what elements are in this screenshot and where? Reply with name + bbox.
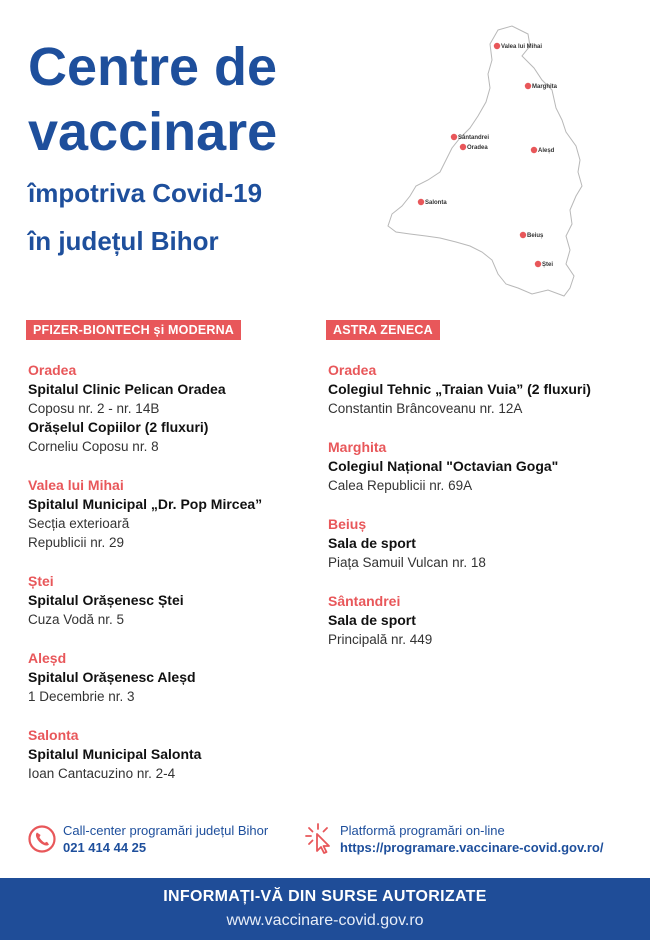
city-heading: Salonta [28, 727, 79, 743]
cursor-click-icon [304, 822, 334, 854]
county-outline [388, 26, 582, 296]
map-marker-salonta [418, 199, 448, 206]
svg-text:Salonta: Salonta [425, 200, 447, 206]
svg-text:Sântandrei: Sântandrei [458, 135, 490, 141]
svg-text:Marghita: Marghita [532, 84, 558, 90]
svg-text:Valea lui Mihai: Valea lui Mihai [501, 44, 543, 50]
center-name: Sala de sport [328, 612, 416, 628]
astra-zeneca-badge: ASTRA ZENECA [326, 320, 440, 340]
vaccination-center-group [28, 361, 318, 456]
pfizer-moderna-column [28, 320, 318, 783]
city-heading: Aleșd [28, 650, 67, 666]
bihor-county-map [380, 20, 630, 305]
footer-website-link[interactable]: www.vaccinare-covid.gov.ro [226, 912, 424, 929]
center-name: Spitalul Orășenesc Aleșd [28, 669, 196, 685]
online-platform-label: Platformă programări on-line [340, 823, 505, 838]
svg-text:Aleșd: Aleșd [538, 148, 555, 154]
map-marker-alesd [531, 147, 555, 154]
center-address: Piața Samuil Vulcan nr. 18 [328, 555, 486, 570]
svg-text:Beiuș: Beiuș [527, 233, 544, 239]
vaccination-center-group [28, 726, 318, 783]
map-marker-oradea [460, 144, 489, 151]
center-address: 1 Decembrie nr. 3 [28, 689, 135, 704]
map-marker-stei [535, 261, 554, 268]
vaccination-center-group [28, 572, 318, 629]
city-heading: Ștei [28, 573, 54, 589]
svg-text:Oradea: Oradea [467, 145, 488, 151]
vaccination-center-group [328, 515, 618, 572]
vaccination-center-group [328, 361, 618, 418]
center-name: Colegiul Național "Octavian Goga" [328, 458, 559, 474]
subtitle-line-2: în județul Bihor [28, 226, 219, 256]
map-marker-beius [520, 232, 544, 239]
city-heading: Oradea [28, 362, 77, 378]
city-heading: Sântandrei [328, 593, 401, 609]
vaccination-center-group [328, 592, 618, 649]
center-name: Sala de sport [328, 535, 416, 551]
pfizer-moderna-badge: PFIZER-BIONTECH și MODERNA [26, 320, 241, 340]
online-platform-link[interactable]: https://programare.vaccinare-covid.gov.ro/ [340, 840, 604, 855]
center-address: Constantin Brâncoveanu nr. 12A [328, 401, 523, 416]
online-platform-contact [304, 822, 603, 856]
center-name: Spitalul Clinic Pelican Oradea [28, 381, 226, 397]
call-center-label: Call-center programări județul Bihor [63, 823, 269, 838]
center-name: Colegiul Tehnic „Traian Vuia” (2 fluxuri) [328, 381, 591, 397]
subtitle-line-1: împotriva Covid-19 [28, 178, 263, 208]
vaccination-center-group [28, 649, 318, 706]
vaccination-center-group [28, 476, 318, 552]
astra-centers-list [328, 361, 618, 649]
page-title-line-2: vaccinare [28, 102, 278, 162]
center-name: Spitalul Municipal „Dr. Pop Mircea” [28, 496, 263, 512]
call-center-number[interactable]: 021 414 44 25 [63, 840, 147, 855]
map-marker-santandrei [451, 134, 490, 141]
map-marker-marghita [525, 83, 558, 90]
center-address: Coposu nr. 2 - nr. 14B [28, 401, 160, 416]
center-address: Ioan Cantacuzino nr. 2-4 [28, 766, 176, 781]
center-address: Secția exterioară [28, 516, 130, 531]
footer-headline: INFORMAȚI-VĂ DIN SURSE AUTORIZATE [163, 888, 487, 905]
pfizer-centers-list [28, 361, 318, 783]
center-address: Corneliu Coposu nr. 8 [28, 439, 159, 454]
footer-banner [0, 878, 650, 940]
center-name: Spitalul Municipal Salonta [28, 746, 202, 762]
astra-zeneca-column [328, 320, 618, 649]
page-title-line-1: Centre de [28, 37, 278, 97]
city-heading: Beiuș [328, 516, 367, 532]
map-marker-valea-lui-mihai [494, 43, 543, 50]
city-heading: Oradea [328, 362, 377, 378]
center-address: Principală nr. 449 [328, 632, 433, 647]
center-name: Orășelul Copiilor (2 fluxuri) [28, 419, 209, 435]
center-address: Cuza Vodă nr. 5 [28, 612, 125, 627]
svg-text:Ștei: Ștei [542, 262, 554, 268]
center-name: Spitalul Orășenesc Ștei [28, 592, 184, 608]
vaccination-center-group [328, 438, 618, 495]
city-heading: Valea lui Mihai [28, 477, 124, 493]
phone-icon [28, 824, 56, 854]
city-heading: Marghita [328, 439, 387, 455]
center-address: Republicii nr. 29 [28, 535, 125, 550]
center-address: Calea Republicii nr. 69A [328, 478, 473, 493]
call-center-contact [28, 822, 268, 856]
